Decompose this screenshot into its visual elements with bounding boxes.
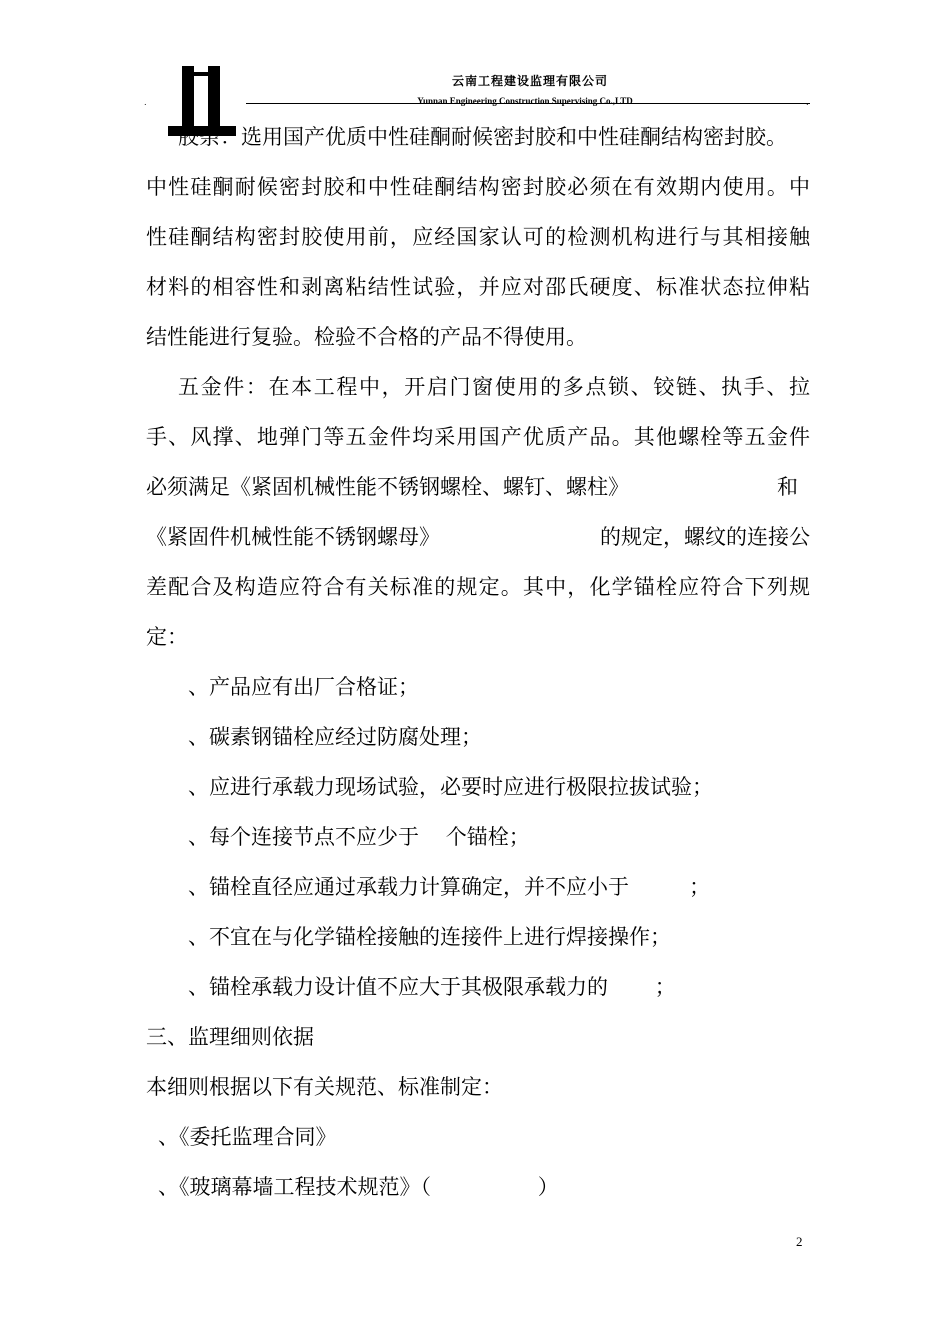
list-item: 、碳素钢锚栓应经过防腐处理； [188, 725, 482, 749]
list-item: 、产品应有出厂合格证； [188, 675, 419, 699]
list-item: 、每个连接节点不应少于 个锚栓； [188, 825, 530, 849]
text-fragment: 和 [777, 475, 798, 499]
paragraph-hardware [146, 362, 810, 662]
list-item: 、不宜在与化学锚栓接触的连接件上进行焊接操作； [188, 925, 671, 949]
header-divider [246, 103, 810, 104]
text-line: 材料的相容性和剥离粘结性试验，并应对邵氏硬度、标准状态拉伸粘 [146, 275, 810, 299]
text-line: 定： [146, 625, 188, 649]
text-line: 结性能进行复验。检验不合格的产品不得使用。 [146, 325, 587, 349]
paragraph-sealant [146, 112, 810, 362]
text-fragment: 必须满足《紧固机械性能不锈钢螺栓、螺钉、螺柱》 [146, 475, 629, 499]
text-line: 胶条：选用国产优质中性硅酮耐候密封胶和中性硅酮结构密封胶。 [178, 125, 787, 149]
text-line: 本细则根据以下有关规范、标准制定： [146, 1075, 503, 1099]
text-fragment: 的规定，螺纹的连接公 [600, 525, 810, 549]
section-basis [146, 1012, 810, 1212]
text-line: 差配合及构造应符合有关标准的规定。其中，化学锚栓应符合下列规 [146, 575, 810, 599]
text-fragment: 《紧固件机械性能不锈钢螺母》 [146, 525, 440, 549]
text-line: 中性硅酮耐候密封胶和中性硅酮结构密封胶必须在有效期内使用。中 [146, 175, 810, 199]
text-line: 五金件：在本工程中，开启门窗使用的多点锁、铰链、执手、拉 [178, 375, 810, 399]
text-line: 性硅酮结构密封胶使用前，应经国家认可的检测机构进行与其相接触 [146, 225, 810, 249]
company-name-chinese: 云南工程建设监理有限公司 [451, 74, 608, 88]
text-line [146, 512, 810, 562]
reference-item: 、《委托监理合同》 [158, 1125, 337, 1149]
text-line-split [146, 462, 810, 512]
text-line [146, 462, 810, 512]
page-header [0, 0, 950, 110]
list-item: 、应进行承载力现场试验，必要时应进行极限拉拔试验； [188, 775, 713, 799]
text-line: 手、风撑、地弹门等五金件均采用国产优质产品。其他螺栓等五金件 [146, 425, 810, 449]
company-name-english: Yunnan Engineering Construction Supervising Co.,LTD [417, 96, 633, 106]
anchor-rules-list [146, 662, 810, 1012]
header-dot-left: . [144, 98, 147, 107]
page-number: 2 [796, 1234, 803, 1249]
list-item: 、锚栓承载力设计值不应大于其极限承载力的 ； [188, 975, 676, 999]
list-item: 、锚栓直径应通过承载力计算确定，并不应小于 ； [188, 875, 711, 899]
section-heading: 三、监理细则依据 [146, 1025, 314, 1049]
text-line-split [146, 512, 810, 562]
header-dot-right: . [806, 98, 809, 107]
document-body [146, 112, 810, 1212]
reference-item: 、《玻璃幕墙工程技术规范》（ ） [158, 1175, 559, 1199]
